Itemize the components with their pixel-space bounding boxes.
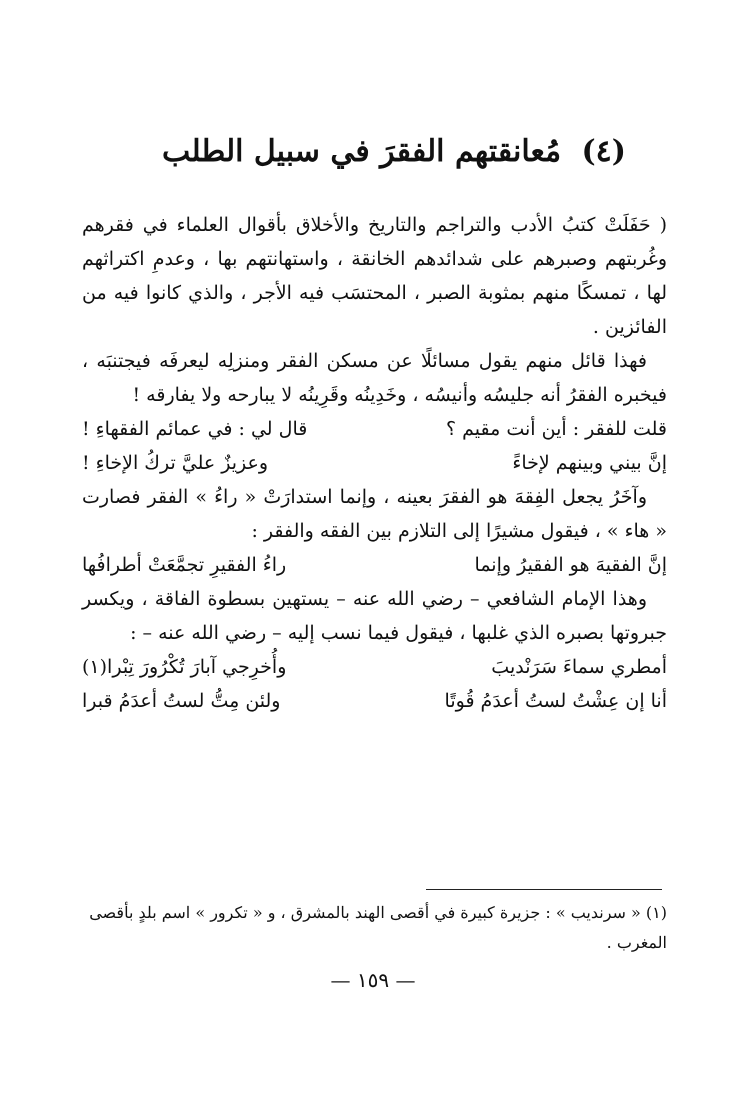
verse-hemistich: أنا إن عِشْتُ لستُ أعدَمُ قُوتًا	[444, 690, 667, 712]
section-number: (٤)	[581, 134, 626, 169]
verse-hemistich: وأُخرِجي آبارَ تُكْرُورَ تِبْرا(١)	[82, 656, 287, 678]
main-text	[82, 208, 667, 718]
verse-line	[82, 684, 667, 718]
verse-hemistich: إنَّ بيني وبينهم لإخاءً	[512, 452, 667, 474]
footnote-divider	[426, 889, 662, 890]
verse-hemistich: راءُ الفقيرِ تجمَّعَتْ أطرافُها	[82, 554, 287, 576]
section-heading	[126, 130, 626, 174]
section-title: مُعانقتهم الفقرَ في سبيل الطلب	[162, 134, 562, 169]
verse-line	[82, 650, 667, 684]
paragraph-fiqh-faqr: وآخَرُ يجعل الفِقهَ هو الفقرَ بعينه ، وإنما استدارَتْ « راءُ » الفقر فصارت « هاء » ، فيقول مشيرًا إلى التلازم بين الفقه والفقر :	[82, 486, 667, 542]
footnote: (١) « سرنديب » : جزيرة كبيرة في أقصى الهند بالمشرق ، و « تكرور » اسم بلدٍ بأقصى المغرب .	[89, 903, 667, 952]
verse-hemistich: إنَّ الفقيهَ هو الفقيرُ وإنما	[474, 554, 667, 576]
verse-hemistich: وعزيزٌ عليَّ تركُ الإخاءِ !	[82, 452, 269, 474]
verse-hemistich: قلت للفقر : أين أنت مقيم ؟	[446, 418, 667, 440]
verse-line	[82, 412, 667, 446]
paragraph-poverty-dwelling: فهذا قائل منهم يقول مسائلًا عن مسكن الفقر ومنزلِه ليعرفَه فيجتنبَه ، فيخبره الفقرُ أنه جليسُه وأنيسُه ، وخَدِينُه وقَرِينُه لا يبارحه ولا يفارقه !	[82, 350, 667, 406]
paragraph-intro: ( حَفَلَتْ كتبُ الأدب والتراجم والتاريخ والأخلاق بأقوال العلماء في فقرهم وغُربتهم وصبرهم على شدائدهم الخانقة ، واستهانتهم بها ، وعدمِ اكتراثهم لها ، تمسكًا منهم بمثوبة الصبر ، المحتسَب فيه الأجر ، والذي كانوا فيه من الفائزين .	[82, 214, 667, 338]
verse-hemistich: أمطري سماءَ سَرَنْديبَ	[491, 656, 667, 678]
paragraph-shafii: وهذا الإمام الشافعي – رضي الله عنه – يستهين بسطوة الفاقة ، ويكسر جبروتها بصبره الذي غلبها ، فيقول فيما نسب إليه – رضي الله عنه – :	[82, 588, 667, 644]
verse-line	[82, 548, 667, 582]
verse-hemistich: قال لي : في عمائم الفقهاءِ !	[82, 418, 308, 440]
page-number: — ١٥٩ —	[330, 968, 416, 992]
verse-hemistich: ولئن مِتُّ لستُ أعدَمُ قبرا	[82, 690, 281, 712]
verse-line	[82, 446, 667, 480]
